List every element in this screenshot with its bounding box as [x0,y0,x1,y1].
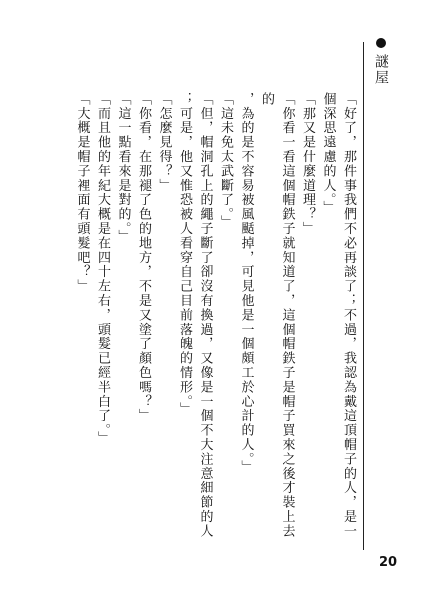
chapter-title: 謎屋 [373,54,389,86]
paragraph: ，為的是不容易被風颳掉，可見他是一個頗工於心計的人。」 [238,92,254,475]
paragraph: 「而且他的年紀大概是在四十左右，頭髮已經半白了。」 [95,92,110,446]
page-number: 20 [379,555,398,570]
paragraph: 「大概是帽子裡面有頭髮吧？」 [74,92,90,294]
paragraph: ；可是，他又惟恐被人看穿自己目前落魄的情形。」 [177,92,192,417]
running-head [370,38,392,86]
body-text [18,92,358,547]
paragraph: 「這未免太武斷了。」 [218,92,233,230]
paragraph: 「這一點看來是對的。」 [115,92,131,244]
header-divider [363,42,364,550]
paragraph: 「怎麼見得？」 [156,92,172,193]
paragraph: 「但，帽洞孔上的繩子斷了卻沒有換過，又像是一個不大注意細節的人 [197,92,213,539]
paragraph: 個深思遠慮的人。」 [320,92,336,216]
paragraph: 「你看，在那褪了色的地方，不是又塗了顏色嗎？」 [136,92,151,424]
paragraph: 「你看一看這個帽鉄子就知道了，這個帽鉄子是帽子買來之後才裝上去的 [259,92,295,539]
paragraph: 「好了，那件事我們不必再談了；不過，我認為戴這頂帽子的人，是一 [341,92,356,539]
bullet-icon [376,38,386,48]
paragraph: 「那又是什麼道理？」 [300,92,315,236]
